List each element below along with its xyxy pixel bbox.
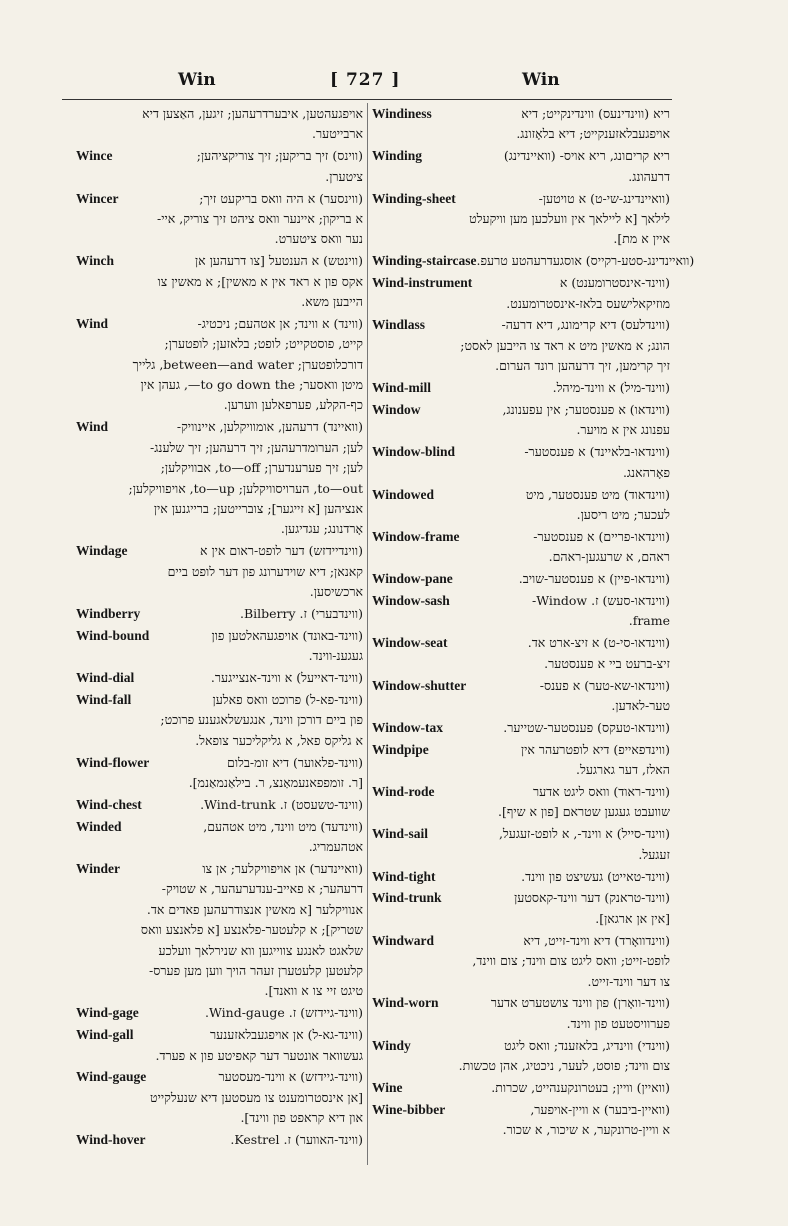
entry-definition-text: (וואיינד) דרעהען, אומוויקלען, איינוויק-: [176, 419, 363, 435]
dictionary-entry: [372, 485, 670, 526]
entry-definition-text: (ווינסער) א היה וואס בריקעט זיך;: [199, 190, 363, 206]
entry-definition-line: א בריקון; איינער וואס ציהט זיך צוריק, איי-: [157, 210, 363, 226]
dictionary-entry: [372, 824, 670, 865]
entry-definition-text: ריא קריםונג, ריא אויס- (וואיינדינג): [503, 148, 670, 164]
entry-headword-line: [372, 315, 670, 335]
entry-headword: Wind-flower: [76, 754, 150, 770]
entry-headword: Winding: [372, 148, 423, 164]
entry-definition-line: פערוויסטעט פון ווינד.: [566, 1015, 670, 1031]
entry-definition-text: (ווינד-וואָרן) פון ווינד צושטערט אדער: [490, 995, 670, 1011]
dictionary-entry: [372, 867, 670, 887]
entry-headword: Window-frame: [372, 528, 460, 544]
entry-definition-line: אָרדנונג; עגדיגען.: [280, 521, 363, 537]
entry-definition-text: ריא (ווינדינעס) ווינדינקייט; דיא: [521, 106, 670, 121]
entry-headword-line: [76, 541, 363, 561]
entry-definition-line: זעגעל.: [638, 846, 670, 862]
entry-definition-text: (ווינדאו-טעקס) פענסטער-שטייער.: [503, 719, 670, 735]
entry-headword-line: [372, 591, 670, 611]
entry-definition-line: שלאגט לאנגע צווייגען ווא שנירלאך וועלכע: [158, 942, 363, 958]
entry-definition-line: ציטערן.: [325, 168, 363, 184]
entry-definition-line: לילאך [א ליילאך אין וועלכען מען וויקעלט: [469, 210, 670, 226]
entry-definition-text: (וואיין-ביבער) א וויין-אויפער,: [530, 1101, 670, 1117]
entry-headword: Wine-bibber: [372, 1101, 446, 1117]
entry-headword: Wind-bound: [76, 627, 150, 643]
entry-headword: Wind: [76, 315, 109, 331]
entry-definition-text: (וואיינדינג-שי-ט) א טויטען-: [538, 190, 670, 206]
dictionary-entry: [76, 626, 363, 667]
dictionary-entry: [76, 146, 363, 187]
entry-definition-line: לען; זיך פערענדערן; to—off, אבוויקלען;: [160, 460, 363, 476]
entry-definition-line: אויפגעבלאזענקייט; דיא בלאָזונג.: [516, 126, 670, 142]
entry-headword-line: [76, 189, 363, 209]
entry-definition-line: לעכער; מיט ריסען.: [576, 506, 670, 522]
dictionary-entry: [76, 859, 363, 1002]
dictionary-entry: [372, 251, 695, 271]
entry-headword: Windpipe: [372, 741, 429, 757]
entry-headword: Winded: [76, 818, 122, 834]
dictionary-entry: [372, 189, 670, 250]
dictionary-entry: [76, 1067, 363, 1128]
dictionary-entry: [372, 442, 670, 483]
entry-definition-line: א גליקס פאל, א גליקליכער צופאל.: [195, 732, 363, 748]
header-left-guideword: Win: [178, 70, 216, 90]
header-rule: [62, 99, 672, 100]
entry-headword-line: [372, 146, 670, 166]
entry-definition-line: צו דער ווינד-זייט.: [587, 973, 670, 989]
entry-headword: Window: [372, 401, 421, 417]
entry-definition-text: (ווינדעד) מיט ווינד, מיט אטהעם,: [203, 818, 363, 834]
entry-headword: Wind-rode: [372, 784, 435, 799]
entry-definition-line: ארבייטער.: [312, 126, 363, 142]
dictionary-entry: [372, 782, 670, 823]
entry-headword: Wind-gall: [76, 1027, 134, 1043]
entry-headword: Windberry: [76, 605, 141, 621]
entry-headword: Wind-chest: [76, 796, 142, 812]
dictionary-entry: [76, 417, 363, 539]
dictionary-entry: [76, 1025, 363, 1066]
entry-headword: Window-tax: [372, 719, 444, 735]
entry-definition-line: נער וואס ציטערט.: [274, 231, 363, 247]
entry-headword-line: [372, 189, 670, 209]
entry-headword: Wind-worn: [372, 995, 439, 1011]
entry-definition-line: טיגט זיי צו א וואנד].: [264, 983, 363, 999]
entry-definition-text: (ווינד-ראוד) וואס ליגט אדער: [532, 784, 670, 799]
dictionary-entry: [76, 104, 363, 145]
entry-definition-text: (ווינדאו-פיין) א פענסטער-שויב.: [518, 571, 670, 587]
dictionary-entry: [76, 1003, 363, 1023]
entry-headword: Wind-gauge: [76, 1069, 147, 1085]
entry-definition-text: (ווינד) א ווינד; אן אטהעם; ניכטיג-: [197, 315, 363, 331]
entry-definition-line: אקס פון א ראד אין א מאשין]; א מאשין צו: [157, 273, 363, 289]
entry-definition-text: (ווינד-מיל) א ווינד-מיהל.: [552, 380, 670, 396]
entry-headword: Windward: [372, 932, 435, 948]
entry-headword-line: [76, 1130, 363, 1150]
entry-headword-line: [76, 314, 363, 334]
entry-headword-line: [76, 1025, 363, 1045]
entry-headword: Winding-staircase: [372, 253, 477, 269]
entry-headword-line: [76, 1067, 363, 1087]
entry-headword-line: [372, 251, 695, 271]
entry-definition-line: האלז, דער גארגעל.: [576, 762, 670, 778]
entry-definition-line: [אין אן ארגאן].: [595, 910, 670, 926]
entry-headword: Wine: [372, 1079, 403, 1095]
entry-definition-line: פאָרהאנג.: [622, 464, 670, 480]
entry-definition-text: (ווינד-האווער) ז. Kestrel.: [230, 1132, 363, 1148]
entry-headword: Wince: [76, 148, 113, 164]
entry-definition-text: (ווינדאו-בלאיינד) א פענסטער-: [524, 444, 670, 460]
dictionary-entry: [372, 400, 670, 441]
entry-headword-line: [372, 485, 670, 505]
entry-definition-text: (ווינדאו-שא-טער) א פענס-: [539, 677, 670, 693]
dictionary-entry: [372, 633, 670, 674]
entry-definition-line: זיצ-ברעט ביי א פענסטער.: [544, 655, 670, 671]
entry-definition-line: קייט, פוסטקייט; לופט; בלאזען; לופטערן;: [164, 336, 363, 352]
entry-definition-text: (וואיינדינג-סטע-רקייס) אוסגעדרעהטע טרעפ.: [476, 253, 695, 269]
dictionary-entry: [76, 1130, 363, 1150]
entry-headword: Window-sash: [372, 592, 450, 608]
entry-definition-line: טער-לאדען.: [611, 697, 670, 713]
entry-definition-line: שוועבט געגען שטראם [פון א שיף].: [498, 804, 670, 820]
entry-headword-line: [76, 795, 363, 815]
dictionary-entry: [76, 251, 363, 312]
entry-definition-line: to—out, הערויסוויקלען; to—up, אויפוויקלען;: [128, 480, 363, 496]
entry-definition-line: איין א מת].: [613, 231, 670, 247]
entry-definition-line: ארכשיסען.: [309, 583, 363, 599]
dictionary-entry: [372, 378, 670, 398]
entry-definition-line: קאנאן; דיא שוידערונג פון דער לופט ביים: [167, 563, 363, 579]
dictionary-entry: [372, 273, 670, 314]
entry-headword-line: [372, 718, 670, 738]
entry-definition-line: געשוואר אונטער דער קאפיטע פון א פערד.: [155, 1047, 363, 1063]
entry-headword-line: [372, 273, 670, 293]
entry-definition-line: פון ביים דורכן ווינד, אנגעשלאגענע פרוכט;: [160, 712, 363, 728]
entry-definition-text: (וואיינדער) אן אויפוויקלער; אן צו: [202, 861, 363, 877]
entry-definition-text: (ווינדבערי) ז. Bilberry.: [239, 605, 363, 621]
dictionary-entry: [372, 1100, 670, 1141]
entry-headword: Windowed: [372, 486, 435, 502]
entry-definition-line: אנציהען [א זייגער]; צוברייטען; ברייגנען אין: [153, 500, 363, 516]
entry-headword: Wind-fall: [76, 691, 132, 707]
entry-definition-text: (ווינדפאייפ) דיא לופטרעהר אין: [520, 741, 670, 757]
entry-definition-line: געגענ-ווינד.: [308, 648, 363, 664]
dictionary-entry: [372, 676, 670, 717]
entry-definition-text: (ווינד-טשעסט) ז. Wind-trunk.: [200, 796, 363, 812]
entry-headword: Windiness: [372, 106, 432, 121]
entry-definition-text: (ווינד-פלאוער) דיא זומ-בלום: [227, 754, 363, 770]
entry-definition-line: [ר. זומפפאנעמאַנצ, ר. בילאַנמאַנמ].: [188, 775, 363, 790]
left-column: [76, 104, 363, 1166]
dictionary-entry: [372, 569, 670, 589]
entry-headword-line: [76, 690, 363, 710]
entry-definition-line: קלעטען קלעטערן זעהר הויך ווען מען פערס-: [149, 963, 363, 979]
entry-headword: Window-blind: [372, 444, 456, 460]
entry-headword: Windage: [76, 543, 128, 559]
entry-headword-line: [372, 442, 670, 462]
dictionary-entry: [372, 146, 670, 187]
entry-headword-line: [372, 1078, 670, 1098]
entry-headword: Wincer: [76, 190, 119, 206]
entry-definition-text: (ווינד-באונד) אויפגעהאלטען פון: [211, 627, 363, 643]
entry-headword-line: [372, 740, 670, 760]
entry-headword: Wind-trunk: [372, 890, 442, 906]
dictionary-entry: [372, 1036, 670, 1077]
entry-definition-line: הייבען משא.: [301, 294, 363, 310]
entry-headword-line: [76, 251, 363, 271]
entry-headword-line: [372, 1036, 670, 1056]
header-right-guideword: Win: [522, 70, 560, 90]
dictionary-entry: [76, 314, 363, 416]
entry-headword-line: [76, 1003, 363, 1023]
entry-definition-line: א וויין-טרונקער, א שיכור, א שכור.: [502, 1122, 670, 1138]
entry-definition-line: לען; הערומדרעהען; זיך דרעהען; זיך שלענג-: [150, 439, 363, 455]
entry-definition-text: (ווינד-טאייט) געשיצט פון ווינד.: [521, 868, 670, 884]
dictionary-entry: [76, 541, 363, 602]
entry-headword-line: [76, 668, 363, 688]
dictionary-entry: [372, 591, 670, 632]
entry-definition-line: און דיא קראפט פון ווינד].: [240, 1110, 363, 1126]
entry-definition-text: (ווינדאו-פריים) א פענסטער-: [533, 528, 670, 544]
entry-headword-line: [76, 626, 363, 646]
entry-definition-line: זיך קרימען, זיך דרעהען רונד הערום.: [495, 358, 670, 374]
entry-definition-line: frame.: [628, 613, 670, 629]
page-number: [ 727 ]: [330, 70, 401, 90]
entry-headword: Wind-tight: [372, 868, 436, 884]
dictionary-entry: [372, 931, 670, 992]
dictionary-entry: [76, 604, 363, 624]
entry-definition-text: (ווינד-סייל) א ווינד-, א לופט-זעגעל,: [498, 826, 670, 842]
entry-definition-text: (ווינד-פא-ל) פרוכט וואס פאלען: [212, 691, 363, 707]
entry-headword-line: [372, 378, 670, 398]
entry-definition-line: ראהם, א שרעגען-ראהם.: [548, 549, 670, 565]
entry-definition-line: [אן אינסטרומענט צו מעסטען דיא שנעלקייט: [150, 1089, 363, 1105]
dictionary-entry: [76, 817, 363, 858]
dictionary-entry: [372, 527, 670, 568]
entry-headword-line: [372, 824, 670, 844]
entry-headword-line: [372, 633, 670, 653]
entry-headword-line: [372, 676, 670, 696]
entry-definition-line: עפנונג אין א מויער.: [576, 422, 670, 438]
entry-definition-text: (ווינדיידזש) דער לופט-ראום אין א: [199, 543, 363, 559]
entry-definition-line: דרעהונג.: [628, 168, 670, 184]
entry-headword: Wind-gage: [76, 1005, 139, 1021]
entry-headword: Wind-dial: [76, 670, 135, 686]
dictionary-entry: [372, 315, 670, 376]
entry-definition-line: מוזיקאלישעס בלאז-אינסטרומענט.: [506, 295, 670, 311]
entry-headword: Winder: [76, 861, 121, 877]
entry-headword-line: [372, 400, 670, 420]
entry-definition-line: צום ווינד; פוסט, לעער, ניכטיג, אהן טכשות.: [458, 1058, 670, 1074]
entry-definition-line: דורכלופטערן; between—and water, גלייך: [132, 356, 363, 372]
entry-headword-line: [76, 859, 363, 879]
entry-headword-line: [372, 569, 670, 589]
dictionary-entry: [372, 888, 670, 929]
right-column: [372, 104, 695, 1166]
entry-headword: Windy: [372, 1037, 411, 1053]
entry-headword: Wind-sail: [372, 826, 429, 842]
dictionary-entry: [76, 668, 363, 688]
entry-headword: Window-shutter: [372, 677, 467, 693]
entry-definition-text: (ווינדאו) א פענסטער; אין עפענונג,: [502, 401, 670, 417]
entry-headword-line: [76, 753, 363, 773]
column-divider: [367, 103, 368, 1165]
entry-headword: Windlass: [372, 317, 426, 333]
entry-definition-line: כף-הקלע, פערפאלען ווערען.: [223, 397, 363, 413]
entry-definition-line: לופט-זייט; וואס ליגט צום ווינד; צום ווינד,: [472, 953, 670, 969]
entry-headword-line: [372, 888, 670, 908]
entry-definition-line: שטריק]; א קלעטער-פלאנצע [א פלאנצע וואס: [140, 922, 363, 938]
entry-definition-text: (ווינד-גא-ל) אן אויפגעבלאזענער: [210, 1027, 363, 1043]
entry-definition-line: דרעהער; א פאייב-ענדערעהער, א שטויק-: [161, 881, 363, 897]
entry-headword: Wind-mill: [372, 380, 432, 396]
entry-headword-line: [76, 604, 363, 624]
entry-definition-text: (ווינדלעס) דיא קרימונג, דיא דרעה-: [501, 317, 670, 333]
entry-headword: Wind-instrument: [372, 275, 473, 291]
entry-headword-line: [372, 104, 670, 124]
entry-headword-line: [372, 867, 670, 887]
entry-headword: Wind: [76, 419, 109, 435]
entry-headword-line: [76, 417, 363, 437]
entry-definition-line: הונג; א מאשין מיט א ראד צו הייבען לאסט;: [460, 337, 670, 353]
entry-definition-line: אנוויקלער [א מאשין אנצודרעהען פאדים אד.: [146, 901, 363, 917]
entry-definition-text: (ווינד-גיידזש) ז. Wind-gauge.: [205, 1005, 363, 1021]
entry-definition-text: (ווינד-דאייעל) א ווינד-אנצייגער.: [210, 670, 363, 686]
entry-definition-text: (ווינד-טראנק) דער ווינד-קאסטען: [514, 890, 670, 906]
entry-headword-line: [372, 1100, 670, 1120]
entry-definition-text: (ווינטש) א הענטעל [צו דרעהען אן: [194, 253, 363, 269]
entry-headword-line: [76, 146, 363, 166]
dictionary-entry: [372, 1078, 670, 1098]
entry-definition-text: (ווינדאו-סי-ט) א זיצ-ארט אד.: [527, 635, 670, 651]
entry-headword: Window-seat: [372, 635, 448, 651]
dictionary-entry: [76, 690, 363, 751]
dictionary-entry: [372, 993, 670, 1034]
entry-headword-line: [76, 817, 363, 837]
entry-definition-text: (ווינדי) ווינדיג, בלאזענד; וואס ליגט: [504, 1037, 670, 1053]
entry-definition-line: מיטן וואסער; to go down the—, געהן אין: [140, 377, 363, 393]
entry-headword: Winch: [76, 253, 115, 269]
entry-definition-line: אטהעמריג.: [308, 839, 363, 855]
entry-definition-text: (ווינדאוד) מיט פענסטער, מיט: [525, 486, 670, 502]
dictionary-entry: [372, 718, 670, 738]
dictionary-entry: [76, 189, 363, 250]
entry-headword-line: [372, 993, 670, 1013]
entry-headword-line: [372, 931, 670, 951]
entry-headword: Window-pane: [372, 571, 453, 587]
running-header: [0, 70, 788, 96]
entry-headword-line: [372, 527, 670, 547]
entry-definition-text: (ווינדוואָרד) דיא ווינד-זייט, דיא: [523, 932, 670, 948]
entry-definition-text: (ווינס) זיך בריקען; זיך צוריקציהען;: [196, 148, 363, 164]
entry-definition-text: (ווינד-גיידזש) א ווינד-מעסטער: [218, 1069, 363, 1085]
dictionary-entry: [372, 740, 670, 781]
entry-definition-text: (ווינדאו-סעש) ז. Window-: [531, 592, 670, 608]
entry-definition-line: אויפגעהטען, איבערדרעהען; זיגען, האַצען דיא: [142, 106, 363, 121]
entry-headword: Winding-sheet: [372, 190, 456, 206]
dictionary-entry: [76, 753, 363, 794]
entry-headword-line: [372, 782, 670, 802]
entry-headword: Wind-hover: [76, 1132, 146, 1148]
entry-definition-text: (וואיין) וויין; בעטרונקענהייט, שכרות.: [491, 1079, 670, 1095]
entry-definition-text: (ווינד-אינסטרומענט) א: [559, 275, 670, 291]
dictionary-entry: [76, 795, 363, 815]
dictionary-entry: [372, 104, 670, 145]
